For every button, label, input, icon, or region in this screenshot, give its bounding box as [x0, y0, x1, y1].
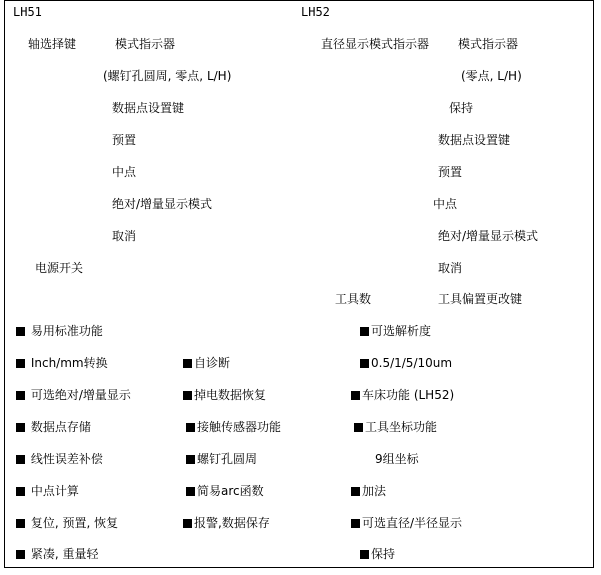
lh51-datum-set-key: 数据点设置键 — [112, 101, 185, 115]
bullet-square-icon — [16, 519, 25, 528]
bullet-square-icon — [16, 327, 25, 336]
lh51-axis-select-key: 轴选择键 — [28, 37, 77, 51]
lh52-model-label: LH52 — [301, 5, 330, 19]
lh51-preset: 预置 — [112, 133, 137, 147]
feature-item: 简易arc函数 — [186, 484, 264, 498]
lh52-preset: 预置 — [438, 165, 463, 179]
feature-item: 螺钉孔圆周 — [186, 452, 257, 466]
lh52-hold: 保持 — [449, 101, 474, 115]
feature-item: 保持 — [360, 547, 395, 561]
bullet-square-icon — [186, 423, 195, 432]
feature-item: 可选绝对/增量显示 — [16, 388, 131, 402]
lh52-datum-set-key: 数据点设置键 — [438, 133, 511, 147]
bullet-square-icon — [354, 423, 363, 432]
bullet-square-icon — [351, 391, 360, 400]
bullet-square-icon — [183, 519, 192, 528]
feature-item: 自诊断 — [183, 356, 230, 370]
feature-item: 9组坐标 — [375, 452, 419, 466]
lh51-model-label: LH51 — [13, 5, 42, 19]
lh52-tool-number: 工具数 — [335, 292, 372, 306]
bullet-square-icon — [186, 455, 195, 464]
lh52-cancel: 取消 — [438, 261, 463, 275]
feature-item: 工具坐标功能 — [354, 420, 437, 434]
lh51-power-switch: 电源开关 — [35, 261, 84, 275]
bullet-square-icon — [16, 423, 25, 432]
bullet-square-icon — [16, 487, 25, 496]
bullet-square-icon — [360, 550, 369, 559]
bullet-square-icon — [16, 550, 25, 559]
lh52-mode-indicator: 模式指示器 — [458, 37, 519, 51]
bullet-square-icon — [360, 359, 369, 368]
lh51-abs-inc-mode: 绝对/增量显示模式 — [112, 197, 213, 211]
lh51-mode-detail: (螺钉孔圆周, 零点, L/H) — [103, 69, 232, 83]
feature-item: 中点计算 — [16, 484, 79, 498]
lh52-diameter-mode-indicator: 直径显示模式指示器 — [321, 37, 430, 51]
bullet-square-icon — [183, 359, 192, 368]
lh51-midpoint: 中点 — [112, 165, 137, 179]
bullet-square-icon — [183, 391, 192, 400]
bullet-square-icon — [16, 455, 25, 464]
bullet-square-icon — [351, 487, 360, 496]
feature-item: 报警,数据保存 — [183, 516, 270, 530]
feature-item: 车床功能 (LH52) — [351, 388, 454, 402]
feature-item: 紧凑, 重量轻 — [16, 547, 98, 561]
lh51-cancel: 取消 — [112, 229, 137, 243]
feature-item: 加法 — [351, 484, 386, 498]
feature-item: 可选直径/半径显示 — [351, 516, 462, 530]
bullet-square-icon — [16, 391, 25, 400]
feature-item: 0.5/1/5/10um — [360, 356, 452, 370]
bullet-square-icon — [360, 327, 369, 336]
feature-item: 线性误差补偿 — [16, 452, 103, 466]
feature-item: 接触传感器功能 — [186, 420, 281, 434]
lh52-abs-inc-mode: 绝对/增量显示模式 — [438, 229, 539, 243]
lh51-mode-indicator: 模式指示器 — [115, 37, 176, 51]
bullet-square-icon — [186, 487, 195, 496]
feature-item: 复位, 预置, 恢复 — [16, 516, 118, 530]
feature-item: 数据点存储 — [16, 420, 91, 434]
feature-item: 掉电数据恢复 — [183, 388, 266, 402]
feature-item: 易用标准功能 — [16, 324, 103, 338]
feature-item: Inch/mm转换 — [16, 356, 108, 370]
lh52-mode-detail: (零点, L/H) — [461, 69, 522, 83]
lh52-tool-offset-key: 工具偏置更改键 — [438, 292, 523, 306]
bullet-square-icon — [351, 519, 360, 528]
lh52-midpoint: 中点 — [433, 197, 458, 211]
bullet-square-icon — [16, 359, 25, 368]
spec-panel — [4, 0, 594, 568]
feature-item: 可选解析度 — [360, 324, 431, 338]
